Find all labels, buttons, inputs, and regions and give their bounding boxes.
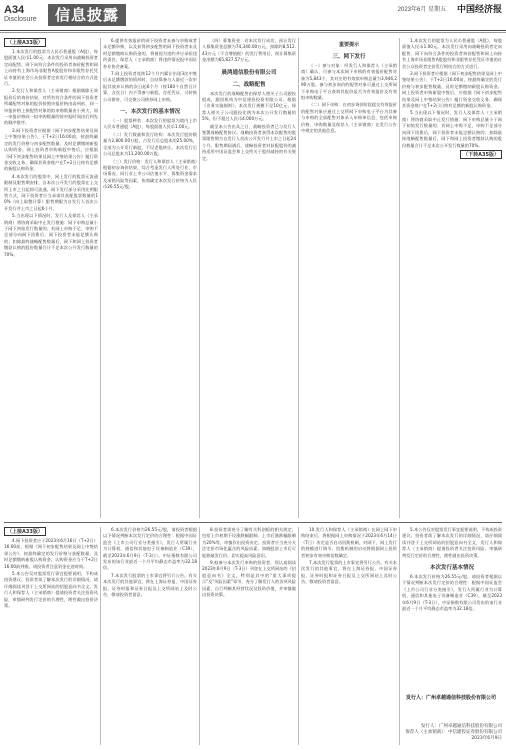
paragraph: 7.本次发行股票的上市事宜将另行公告。有关本次发行的其他事宜，将在上海证券报、中国证券报、证券时报和证券日报及上交所网站上及时公告，敬请投资者留意。 [103, 572, 197, 598]
paragraph: （一）参与对象：经发行人和保荐人（主承销商）确认，可参与本次网下申购的有效报价配售对象为5,843个，其对应的有效拟申购总量为3,946,290万股。参与初步询价的配售对象可通过上交所网下申购电子平台查询其报价是否为有效报价及有效拟申购数量。 [301, 63, 397, 101]
announcement-issuer-title: 发行人：广州卓越通信科技股份有限公司 [405, 695, 496, 701]
signature-date: 2023年6月9日 [471, 736, 502, 741]
continued-from-tag: （上接A33版） [4, 527, 46, 536]
paragraph: 截至本公告出具之日，战略投资者已与发行人签署战略配售协议。战略投资者获得本次配售的股票限售期为自发行人首次公开发行并上市之日起24个月。限售期届满后，战略投资者对获配股份的减持适用中国证监会和上交所关于股份减持的有关规定。 [202, 123, 296, 161]
paragraph: 7.网上投资者连续12个月内累计出现3次中签后未足额缴款的情形时，自结算参与人最近一次申报其放弃认购的次日起6个月（按180个自然日计算，含次日）内不得参与新股、存托凭证、可转换公司债券、可交换公司债券网上申购。 [103, 71, 197, 102]
paragraph: （四）募集资金：若本次发行成功，预计发行人募集资金总额为74,340.00万元，扣除约8,512.43万元（不含增值税）的发行费用后，预计募集资金净额为65,827.57万元。 [202, 38, 296, 63]
paragraph: （三）发行价格：发行人和保荐人（主承销商）根据初步询价结果，综合考虑发行人所处行业、市场情况、同行业上市公司估值水平、募集资金需求及承销风险等因素，协商确定本次发行价格为人民币26.55元/股。 [103, 158, 197, 190]
paragraph: 1.本次发行的股票为人民币普通股（A股），每股面值人民币1.00元。本次发行采用向战略投资者定向配售、网下向符合条件的投资者询价配售和网上向持有上海市场非限售A股股份和非限售存托凭证市值的社会公众投资者定价发行相结合的方式进行。 [402, 38, 502, 69]
paragraph: 10.发行人和保荐人（主承销商）在网上网下申购结束后，将根据网上申购情况于2023年6月14日（T日）决定是否启动回拨机制，对网下、网上发行的规模进行调节。回拨机制的启动将根据网上投资者初步有效申购倍数确定。 [301, 527, 397, 558]
page-label: Disclosure [4, 16, 37, 23]
paragraph: 5.当出现以下情况时，发行人及保荐人（主承销商）将协商采取中止发行措施：网下申购总量小于网下初始发行数量的；若网上申购不足，申购不足部分向网下回拨后，网下投资者未能足额认购的；扣除最终战略配售数量后，网下和网上投资者缴款认购的股份数量合计不足本次公开发行数量的70%。 [4, 213, 98, 257]
column-divider [100, 38, 101, 518]
paragraph: 本次发行的战略配售由保荐人相关子公司跟投组成，跟投机构为中信建投投资有限公司。根据《业务实施细则》，本次发行规模不足10亿元，保荐人相关子公司跟投比例为本次公开发行数量的5%，但不超过人民币4,000万元。 [202, 90, 296, 122]
header-rule [0, 30, 506, 31]
sponsor-signature: 保荐人（主承销商）：中信建投证券股份有限公司 [405, 730, 502, 735]
bottom-column-2 [103, 527, 197, 745]
column-divider [298, 527, 299, 745]
bottom-column-3 [202, 527, 296, 745]
paragraph: 6.提供有效报价的网下投资者未参与申购或者未足额申购，以及获得初步配售的网下投资者未及时足额缴纳认购资金的，将被视为违约并应承担违约责任，保荐人（主承销商）将违约情况报中国证券业协会备案。 [103, 38, 197, 69]
paragraph: 3.网下投资者应根据《网下初步配售结果及网上中签结果公告》，于T+2日16:00前，按最终确定的发行价格与初步配售数量，及时足额缴纳新股认购资金。网上投资者申购新股中签后，应根据《网下初步配售结果及网上中签结果公告》履行资金交收义务，确保其资金账户在T+2日日终有足额的新股认购资金。 [4, 127, 98, 172]
column-divider [199, 527, 200, 745]
section-heading: 二、战略配售 [232, 81, 266, 88]
bottom-column-1 [4, 527, 98, 745]
column-divider [199, 38, 200, 518]
paragraph: 6.本次发行价格为26.55元/股，请投资者根据以下情况判断本次发行定价的合理性：根据中国证监会《上市公司行业分类指引》，发行人所属行业为计算机、通信和其他电子设备制造业（C39），截至2023年6月9日（T-3日），中证指数有限公司发布的该行业最近一个月平均静态市盈率为32.18倍。 [402, 574, 502, 612]
sub-heading: 重要提示 [338, 42, 359, 48]
column-divider [298, 38, 299, 518]
header-rule-thin [0, 32, 506, 33]
page-num: A34 [4, 4, 25, 16]
paragraph: 5.本公告仅对股票发行事宜扼要说明，不构成投资建议。投资者欲了解本次发行的详细情况，请仔细阅读刊登于上交所网站的招股意向书全文，发行人和保荐人（主承销商）提请投资者关注投资风险，审慎研判发行定价的合理性，理性做出投资决策。 [402, 527, 502, 558]
section-heading: 一、本次发行的基本情况 [119, 109, 181, 116]
paragraph: 5.当出现以下情况时，发行人及保荐人（主承销商）将协商采取中止发行措施：网下申购总量小于网下初始发行数量的；若网上申购不足，申购不足部分向网下回拨后，网下投资者未能足额认购的；扣除最终战略配售数量后，网下和网上投资者缴款认购的股份数量合计不足本次公开发行数量的70%。 [402, 110, 502, 148]
continued-to-tag: （下转A35版） [460, 150, 502, 159]
continued-from-tag: （上接A33版） [4, 38, 46, 47]
paragraph: （一）股票种类：本次发行的股票为境内上市人民币普通股（A股），每股面值人民币1.00元。 [103, 118, 197, 130]
issue-date: 2023年6月 星期五 [397, 7, 446, 13]
paragraph: （二）网下申购：在初步询价阶段提交有效报价的配售对象应通过上交所网下申购电子平台为其参与申购的全部配售对象录入申购单信息，包括申购价格、申购数量及保荐人（主承销商）在发行公告中规定的其他信息。 [301, 102, 397, 134]
column-divider [100, 527, 101, 745]
top-column-4 [301, 38, 397, 518]
page-number [4, 4, 37, 23]
paragraph: 9.拟参与本次发行申购的投资者，须认真阅读2023年6月9日（T-3日）刊登在上交所网站的《招股意向书》全文，特别是其中的"重大事项提示"及"风险因素"章节，充分了解发行人的各项风险因素，自行判断其经营状况及投资价值，并审慎做出投资决策。 [202, 560, 296, 598]
top-column-3 [202, 38, 296, 518]
paragraph: 5.本公告仅对股票发行事宜扼要说明，不构成投资建议。投资者欲了解本次发行的详细情况，请仔细阅读刊登于上交所网站的招股意向书全文，发行人和保荐人（主承销商）提请投资者关注投资风险，审慎研判发行定价的合理性，理性做出投资决策。 [4, 571, 98, 609]
paragraph: 6.本次发行价格为26.55元/股，请投资者根据以下情况判断本次发行定价的合理性：根据中国证监会《上市公司行业分类指引》，发行人所属行业为计算机、通信和其他电子设备制造业（C39），截至2023年6月9日（T-3日），中证指数有限公司发布的该行业最近一个月平均静态市盈率为32.18倍。 [103, 527, 197, 571]
paragraph: 7.本次发行股票的上市事宜将另行公告。有关本次发行的其他事宜，将在上海证券报、中国证券报、证券时报和证券日报及上交所网站上及时公告，敬请投资者留意。 [301, 560, 397, 585]
paragraph: 8.投资者需充分了解有关科创板的相关规定，包括上市初期不设涨跌幅限制、上市后涨跌幅限制为20%等，审慎作出投资决定。投资者应当充分关注定价市场化蕴含的风险因素，知晓股票上市后可能跌破发行价，切实提高风险意识。 [202, 527, 296, 558]
paragraph: 4.网下投资者应于2023年6月16日（T+2日）16:00前，根据《网下初步配售结果及网上中签结果公告》，按最终确定的发行价格与获配数量，及时足额缴纳新股认购资金。认购资金应当于T+2日16:00前到账。请投资者注意资金在途时间。 [4, 538, 98, 569]
paragraph: 2.发行人和保荐人（主承销商）根据剔除无效报价后的询价结果，对所有符合条件的网下投资者所属配售对象的报价按照申报价格由高到低、同一申报价格上按配售对象的拟申购数量由小到大、同一申报价格同一拟申购数量的按申报时间由后到先的顺序排序。 [4, 88, 98, 126]
bottom-column-5 [402, 527, 502, 687]
newspaper-brand: 中国经济报 [456, 5, 502, 15]
paragraph: （二）发行数量和发行结构：本次发行股份数量为2,800.00万股，占发行后总股本的25.00%，全部为公开发行新股，不设老股转让。本次发行后公司总股本为11,200.00万股。 [103, 131, 197, 157]
section-heading: 本次发行基本情况 [429, 565, 474, 572]
top-column-1 [4, 38, 98, 518]
section-title: 信息披露 [48, 4, 126, 26]
issuer-signature: 发行人：广州卓越通信科技股份有限公司 [421, 724, 502, 729]
top-column-2 [103, 38, 197, 518]
paragraph: 3.网下投资者应根据《网下初步配售结果及网上中签结果公告》，于T+2日16:00前，按最终确定的发行价格与初步配售数量，及时足额缴纳新股认购资金。网上投资者申购新股中签后，应根据《网下初步配售结果及网上中签结果公告》履行资金交收义务，确保其资金账户在T+2日日终有足额的新股认购资金。 [402, 71, 502, 109]
section-heading: 晨鸿通信股份有限公司 [221, 69, 277, 76]
signature-block [400, 724, 502, 742]
section-heading: 三、网下发行 [332, 54, 366, 60]
top-column-5 [402, 38, 502, 518]
column-divider [399, 527, 400, 745]
bottom-column-4 [301, 527, 397, 745]
paragraph: 4.本次发行的股票中，网上发行的股票无流通限制及限售期安排，自本次公开发行的股票在上交所上市之日起即可流通。网下发行部分采用比例限售方式，网下投资者应当承诺其获配股票数量的10%（向上取整计算）限售期限为自发行人首次公开发行并上市之日起6个月。 [4, 173, 98, 211]
article-divider [4, 522, 502, 523]
page-header [0, 0, 506, 34]
paragraph: 1.本次发行的股票为人民币普通股（A股），每股面值人民币1.00元。本次发行采用向战略投资者定向配售、网下向符合条件的投资者询价配售和网上向持有上海市场非限售A股股份和非限售存托凭证市值的社会公众投资者定价发行相结合的方式进行。 [4, 49, 98, 87]
column-divider [399, 38, 400, 518]
